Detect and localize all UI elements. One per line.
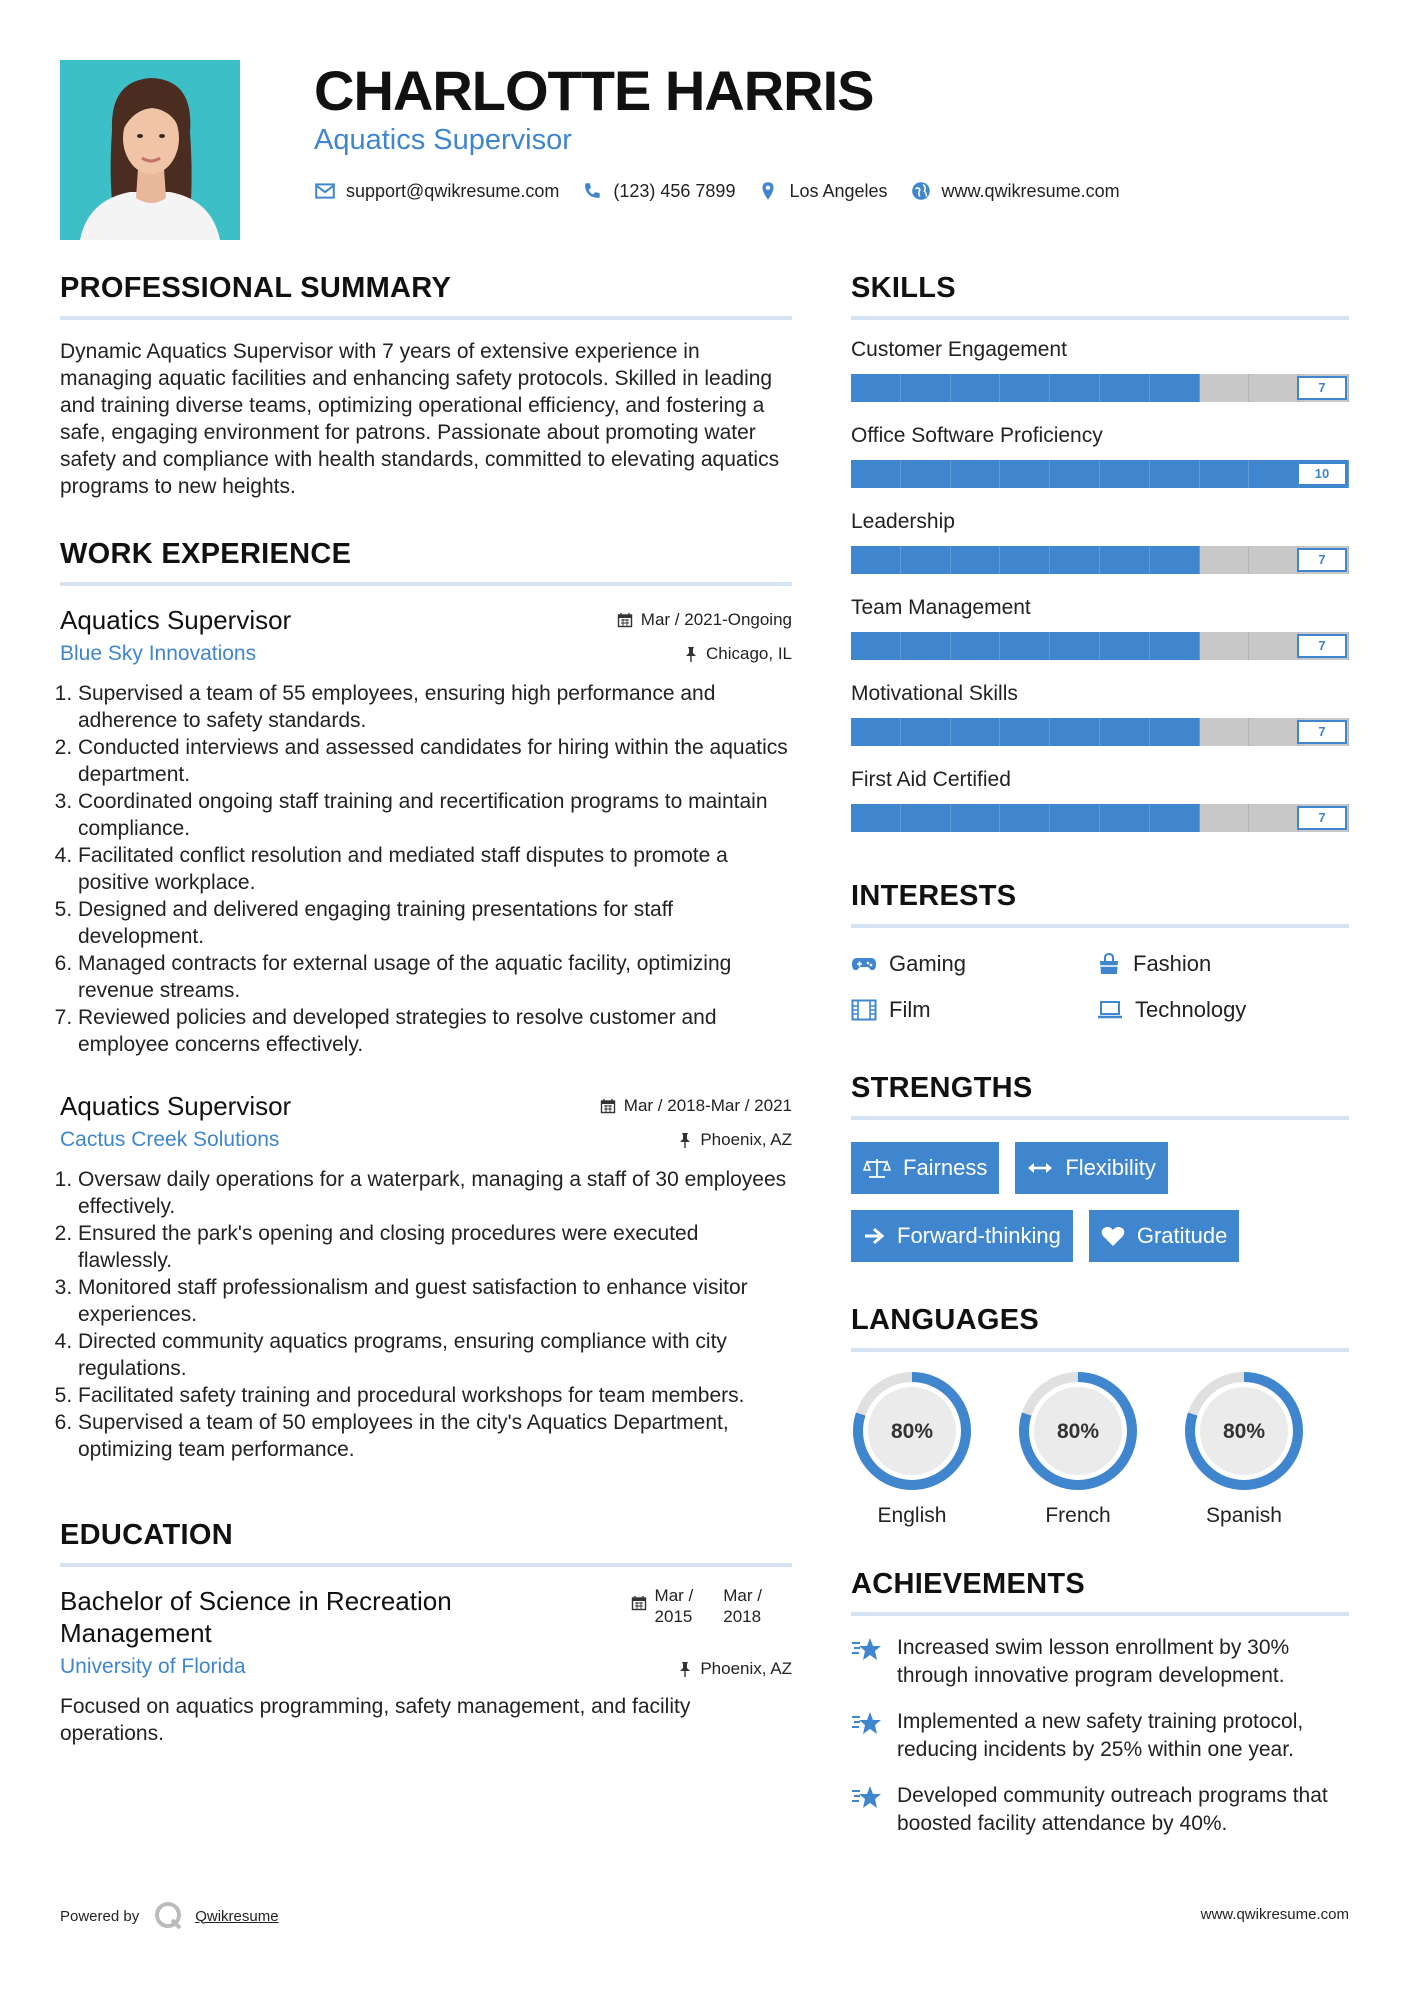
language-percent: 80% — [1056, 1420, 1100, 1443]
skill-bar-segment — [951, 374, 1001, 402]
skill-name: Motivational Skills — [851, 682, 1018, 705]
skill-item — [851, 336, 1349, 402]
interests-section — [851, 878, 1349, 1024]
skill-item — [851, 422, 1349, 488]
strength-chip — [851, 1210, 1073, 1262]
skill-name: First Aid Certified — [851, 768, 1011, 791]
job-title: Aquatics Supervisor — [60, 1091, 292, 1121]
job-location-text: Phoenix, AZ — [700, 1130, 792, 1149]
skill-bar-segment — [1150, 374, 1200, 402]
job-entry — [60, 604, 792, 1058]
calendar-icon — [600, 1098, 616, 1114]
job-dates — [600, 1096, 792, 1116]
skill-bar-segment — [851, 632, 901, 660]
achievement-text: Developed community outreach programs that boosted facility attendance by 40%. — [897, 1784, 1328, 1835]
skill-bar-segment — [851, 460, 901, 488]
skill-bar-segment — [951, 718, 1001, 746]
skill-bar-segment — [1000, 460, 1050, 488]
list-item: 5. Facilitated safety training and procedural workshops for team members. — [78, 1382, 792, 1409]
language-percent: 80% — [1222, 1420, 1266, 1443]
language-progress-ring — [851, 1370, 973, 1492]
scale-icon — [863, 1157, 891, 1179]
list-item: 7. Reviewed policies and developed strategies to resolve customer and employee concerns effectively. — [78, 1004, 792, 1058]
skill-bar-segment — [851, 804, 901, 832]
right-column — [851, 270, 1349, 1838]
strength-label: Fairness — [903, 1155, 988, 1180]
list-item: 4. Facilitated conflict resolution and mediated staff disputes to promote a positive workplace. — [78, 842, 792, 896]
language-percent: 80% — [890, 1420, 934, 1443]
skill-bar-segment — [1050, 632, 1100, 660]
list-item: 2. Ensured the park's opening and closing procedures were executed flawlessly. — [78, 1220, 792, 1274]
shopping-bag-icon — [1097, 952, 1121, 976]
skill-bar-segment — [1050, 546, 1100, 574]
list-item: 1. Oversaw daily operations for a waterpark, managing a staff of 30 employees effectively. — [78, 1166, 792, 1220]
skill-bar-segment — [1150, 804, 1200, 832]
left-column — [60, 270, 792, 1747]
skill-level-value: 7 — [1297, 376, 1347, 400]
skill-bar-segment — [1000, 718, 1050, 746]
section-divider — [60, 582, 792, 586]
skill-bar-segment — [1200, 546, 1250, 574]
film-icon — [851, 999, 877, 1021]
skill-bar-segment — [851, 374, 901, 402]
list-item: 5. Designed and delivered engaging training presentations for staff development. — [78, 896, 792, 950]
language-name: English — [877, 1504, 947, 1527]
school-name: University of Florida — [60, 1655, 246, 1678]
skill-bar-segment — [1200, 374, 1250, 402]
skill-bar-segment — [901, 546, 951, 574]
skill-bar-segment — [901, 374, 951, 402]
skill-bar-segment — [1050, 718, 1100, 746]
education-description: Focused on aquatics programming, safety management, and facility operations. — [60, 1695, 691, 1745]
skill-name: Customer Engagement — [851, 338, 1067, 361]
skill-bar-segment — [1200, 632, 1250, 660]
skill-bar-segment — [1249, 632, 1299, 660]
skill-bar-segment — [851, 546, 901, 574]
education-section — [60, 1517, 792, 1747]
skills-list — [851, 336, 1349, 832]
skill-bar-segment — [1100, 374, 1150, 402]
laptop-icon — [1097, 1000, 1123, 1020]
job-title: Aquatics Supervisor — [60, 605, 292, 635]
skill-level-value: 7 — [1297, 548, 1347, 572]
strength-chip — [851, 1142, 999, 1194]
globe-icon — [910, 180, 932, 202]
section-divider — [851, 316, 1349, 320]
skill-level-bar — [851, 374, 1349, 402]
section-divider — [851, 1612, 1349, 1616]
strength-label: Gratitude — [1136, 1223, 1228, 1248]
skill-level-value: 10 — [1297, 462, 1347, 486]
section-title: ACHIEVEMENTS — [851, 1568, 1086, 1600]
skill-bar-segment — [901, 804, 951, 832]
achievements-section — [851, 1566, 1349, 1838]
candidate-name: CHARLOTTE HARRIS — [314, 59, 874, 122]
skill-level-bar — [851, 632, 1349, 660]
strength-label: Forward-thinking — [897, 1223, 1061, 1248]
strength-chip — [1089, 1210, 1240, 1262]
interest-label: Gaming — [889, 951, 967, 976]
skill-bar-segment — [951, 460, 1001, 488]
section-divider — [851, 1348, 1349, 1352]
job-entry — [60, 1090, 792, 1463]
contact-row — [314, 176, 1142, 206]
language-name: Spanish — [1206, 1504, 1282, 1527]
footer-powered-by — [60, 1900, 279, 1932]
skill-level-bar — [851, 804, 1349, 832]
language-progress-ring — [1017, 1370, 1139, 1492]
skill-bar-segment — [1249, 718, 1299, 746]
map-marker-icon — [757, 180, 779, 202]
skill-bar-segment — [901, 460, 951, 488]
language-item — [1183, 1370, 1349, 1528]
section-divider — [851, 924, 1349, 928]
contact-location: Los Angeles — [789, 180, 888, 201]
skill-bar-segment — [901, 718, 951, 746]
skill-bar-segment — [1100, 546, 1150, 574]
skill-bar-segment — [1150, 718, 1200, 746]
interest-item — [1097, 950, 1343, 978]
languages-list — [851, 1370, 1349, 1528]
skill-bar-segment — [1000, 632, 1050, 660]
qwikresume-link[interactable]: Qwikresume — [195, 1907, 279, 1925]
skill-bar-segment — [1100, 632, 1150, 660]
interest-item — [851, 996, 1097, 1024]
skill-name: Office Software Proficiency — [851, 424, 1103, 447]
education-start-month: Mar / — [654, 1586, 694, 1605]
skill-bar-segment — [1249, 546, 1299, 574]
skill-bar-segment — [1050, 460, 1100, 488]
job-dates-text: Mar / 2021-Ongoing — [640, 610, 792, 629]
skill-item — [851, 766, 1349, 832]
skill-bar-segment — [1200, 460, 1250, 488]
qwikresume-logo-icon — [153, 1900, 185, 1932]
education-location-text: Phoenix, AZ — [700, 1659, 792, 1678]
interest-label: Technology — [1135, 997, 1247, 1022]
job-dates — [617, 610, 792, 630]
job-location — [678, 1130, 792, 1150]
gamepad-icon — [851, 955, 877, 973]
section-divider — [851, 1116, 1349, 1120]
heart-icon — [1101, 1225, 1125, 1247]
language-name: French — [1045, 1504, 1111, 1527]
pushpin-icon — [678, 1661, 692, 1677]
list-item: 3. Monitored staff professionalism and guest satisfaction to enhance visitor experiences. — [78, 1274, 792, 1328]
strengths-list — [851, 1142, 1349, 1262]
skill-level-value: 7 — [1297, 634, 1347, 658]
skill-bar-segment — [1200, 718, 1250, 746]
language-progress-ring — [1183, 1370, 1305, 1492]
work-experience-section — [60, 536, 792, 1463]
interest-item — [851, 950, 1097, 978]
achievement-item — [851, 1782, 1349, 1838]
skill-bar-segment — [1150, 546, 1200, 574]
skill-bar-segment — [1000, 546, 1050, 574]
list-item: 2. Conducted interviews and assessed candidates for hiring within the aquatics department. — [78, 734, 792, 788]
job-location-text: Chicago, IL — [706, 644, 792, 663]
contact-email[interactable]: support@qwikresume.com — [346, 180, 560, 201]
skill-item — [851, 508, 1349, 574]
strength-chip — [1015, 1142, 1167, 1194]
pushpin-icon — [678, 1132, 692, 1148]
section-title: PROFESSIONAL SUMMARY — [60, 272, 452, 304]
skill-bar-segment — [1000, 374, 1050, 402]
skill-level-value: 7 — [1297, 806, 1347, 830]
interest-item — [1097, 996, 1343, 1024]
skill-bar-segment — [1000, 804, 1050, 832]
skill-level-bar — [851, 460, 1349, 488]
section-divider — [60, 1563, 792, 1567]
calendar-icon — [617, 612, 633, 628]
skill-bar-segment — [1050, 804, 1100, 832]
candidate-role: Aquatics Supervisor — [314, 124, 572, 156]
languages-section — [851, 1302, 1349, 1528]
skill-bar-segment — [901, 632, 951, 660]
section-title: LANGUAGES — [851, 1304, 1039, 1336]
skill-bar-segment — [851, 718, 901, 746]
achievement-text: Increased swim lesson enrollment by 30% through innovative program development. — [897, 1636, 1290, 1687]
skill-level-value: 7 — [1297, 720, 1347, 744]
achievement-text: Implemented a new safety training protocol, reducing incidents by 25% within one year. — [897, 1710, 1304, 1761]
contact-phone[interactable]: (123) 456 7899 — [613, 180, 736, 201]
list-item: 6. Supervised a team of 50 employees in the city's Aquatics Department, optimizing team performance. — [78, 1409, 792, 1463]
skill-level-bar — [851, 546, 1349, 574]
footer-website[interactable]: www.qwikresume.com — [1200, 1906, 1349, 1923]
summary-text: Dynamic Aquatics Supervisor with 7 years of extensive experience in managing aquatic facilities and enhancing safety protocols. Skilled in leading and training diverse teams, optimizing operational efficiency, and fostering a safe, engaging environment for patrons. Passionate about promoting water safety and compliance with health standards, committed to elevating aquatics programs to new heights. — [60, 340, 780, 498]
job-company: Cactus Creek Solutions — [60, 1128, 280, 1151]
skill-bar-segment — [951, 632, 1001, 660]
arrows-horizontal-icon — [1027, 1160, 1053, 1176]
profile-photo — [60, 60, 240, 240]
section-divider — [60, 316, 792, 320]
star-award-icon — [851, 1784, 883, 1812]
language-item — [1017, 1370, 1183, 1528]
strength-label: Flexibility — [1065, 1155, 1156, 1180]
degree-title: Bachelor of Science in Recreation Management — [60, 1586, 452, 1648]
section-title: EDUCATION — [60, 1519, 233, 1551]
education-end-year: 2018 — [723, 1607, 762, 1626]
powered-by-label: Powered by — [60, 1907, 140, 1925]
arrow-right-icon — [863, 1226, 885, 1246]
section-title: WORK EXPERIENCE — [60, 538, 352, 570]
phone-icon — [581, 180, 603, 202]
skill-item — [851, 594, 1349, 660]
skill-bar-segment — [1050, 374, 1100, 402]
interest-label: Fashion — [1133, 951, 1212, 976]
list-item: 4. Directed community aquatics programs, ensuring compliance with city regulations. — [78, 1328, 792, 1382]
envelope-icon — [314, 180, 336, 202]
star-award-icon — [851, 1710, 883, 1738]
achievements-list — [851, 1634, 1349, 1838]
skill-name: Team Management — [851, 596, 1031, 619]
section-title: INTERESTS — [851, 880, 1017, 912]
education-location — [678, 1659, 792, 1679]
skill-bar-segment — [1249, 804, 1299, 832]
section-title: STRENGTHS — [851, 1072, 1033, 1104]
strengths-section — [851, 1070, 1349, 1262]
professional-summary-section — [60, 270, 792, 500]
language-item — [851, 1370, 1017, 1528]
list-item: 3. Coordinated ongoing staff training and recertification programs to maintain compliance. — [78, 788, 792, 842]
list-item: 1. Supervised a team of 55 employees, ensuring high performance and adherence to safety standards. — [78, 680, 792, 734]
job-duties-list — [60, 1166, 792, 1463]
job-company: Blue Sky Innovations — [60, 642, 257, 665]
job-location — [684, 644, 792, 664]
list-item: 6. Managed contracts for external usage of the aquatic facility, optimizing revenue streams. — [78, 950, 792, 1004]
skill-bar-segment — [1249, 460, 1299, 488]
education-start-year: 2015 — [654, 1607, 693, 1626]
contact-website[interactable]: www.qwikresume.com — [941, 180, 1120, 201]
skill-level-bar — [851, 718, 1349, 746]
skill-bar-segment — [1100, 718, 1150, 746]
pushpin-icon — [684, 646, 698, 662]
interest-label: Film — [889, 997, 931, 1022]
skill-bar-segment — [1249, 374, 1299, 402]
skill-bar-segment — [951, 546, 1001, 574]
skill-bar-segment — [1150, 460, 1200, 488]
job-dates-text: Mar / 2018-Mar / 2021 — [623, 1096, 792, 1115]
skill-bar-segment — [1150, 632, 1200, 660]
skill-bar-segment — [1100, 804, 1150, 832]
skill-bar-segment — [1200, 804, 1250, 832]
skill-item — [851, 680, 1349, 746]
skill-bar-segment — [1100, 460, 1150, 488]
achievement-item — [851, 1634, 1349, 1690]
section-title: SKILLS — [851, 272, 956, 304]
education-dates — [631, 1585, 762, 1627]
skill-bar-segment — [951, 804, 1001, 832]
achievement-item — [851, 1708, 1349, 1764]
skills-section — [851, 270, 1349, 832]
calendar-icon — [631, 1595, 647, 1611]
education-entry — [60, 1585, 792, 1747]
job-duties-list — [60, 680, 792, 1058]
star-award-icon — [851, 1636, 883, 1664]
education-end-month: Mar / — [723, 1586, 762, 1605]
skill-name: Leadership — [851, 510, 955, 533]
interests-list — [851, 950, 1349, 1024]
